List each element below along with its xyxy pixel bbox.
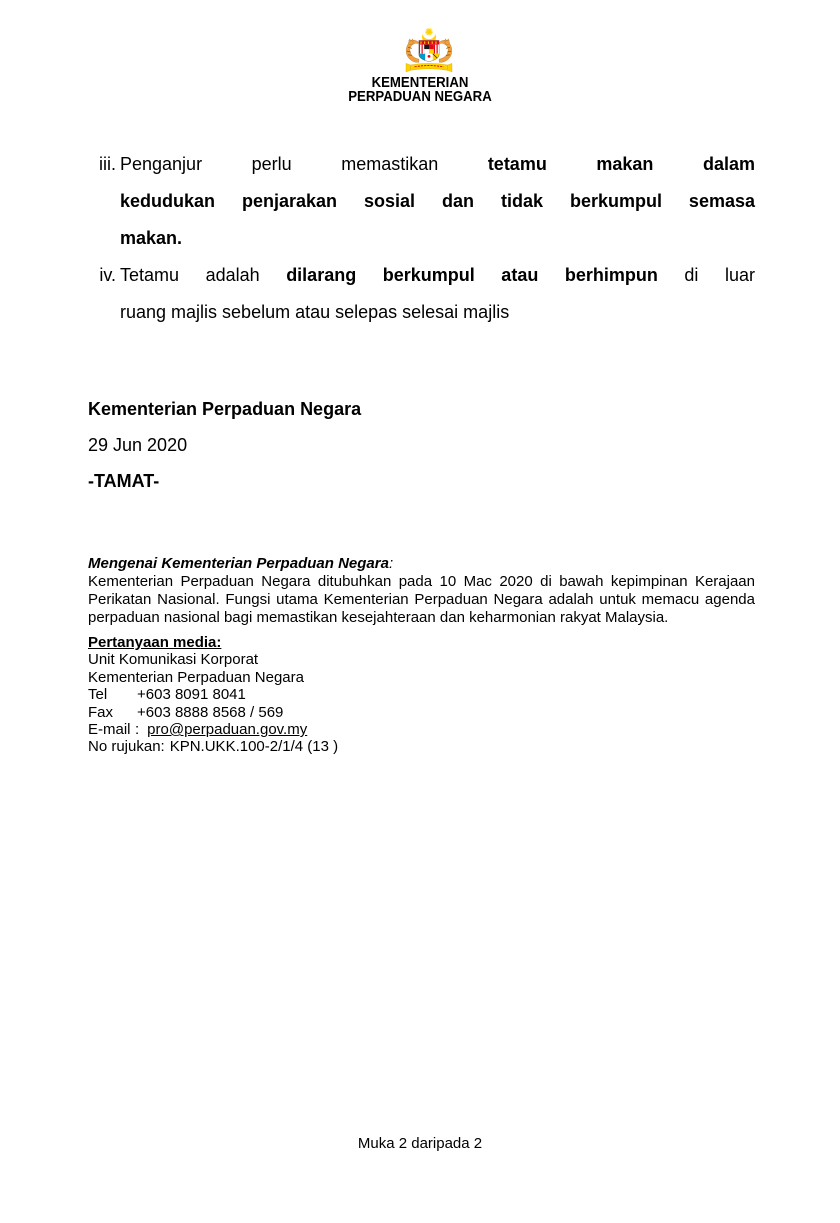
media-heading: Pertanyaan media: (88, 634, 222, 651)
about-heading (88, 555, 755, 573)
reference-row (88, 738, 755, 755)
about-heading-colon: : (388, 555, 394, 572)
fax-label: Fax (88, 703, 114, 721)
end-marker: -TAMAT- (88, 471, 160, 491)
item-text-bold: kedudukan penjarakan sosial dan tidak berkumpul semasa (120, 191, 755, 211)
ministry-name-line1: KEMENTERIAN (371, 74, 469, 91)
media-ministry: Kementerian Perpaduan Negara (88, 668, 304, 686)
letterhead (0, 0, 840, 104)
list-item-iii (88, 146, 755, 257)
email-link[interactable]: pro@perpaduan.gov.my (147, 721, 308, 739)
media-contact-section (88, 634, 755, 756)
malaysia-coat-of-arms-icon (393, 27, 465, 73)
item-text-bold: dilarang berkumpul atau berhimpun (286, 265, 658, 285)
signoff-block (88, 391, 755, 499)
guidelines-list (88, 146, 755, 331)
item-text-normal: ruang majlis sebelum atau selepas selesai majlis (120, 302, 510, 322)
signoff-date: 29 Jun 2020 (88, 435, 188, 455)
ministry-name-line2: PERPADUAN NEGARA (348, 88, 492, 105)
tel-row (88, 686, 755, 703)
fax-value: +603 8888 8568 / 569 (137, 703, 284, 721)
list-item-iv (88, 257, 755, 331)
item-text-normal: Penganjur perlu memastikan (120, 154, 488, 174)
signoff-ministry: Kementerian Perpaduan Negara (88, 399, 362, 419)
tel-value: +603 8091 8041 (137, 686, 246, 704)
tel-label: Tel (88, 686, 108, 704)
tiger-supporter (406, 39, 419, 63)
email-label: E-mail (88, 721, 131, 739)
list-marker: iii. (99, 154, 116, 174)
list-item-text (116, 257, 755, 331)
letterhead-ministry-name (50, 76, 789, 104)
tiger-supporter (439, 39, 452, 63)
item-text-bold: makan. (120, 228, 183, 248)
list-item-text (116, 146, 755, 257)
item-text-normal: di luar (657, 265, 755, 285)
email-row (88, 721, 755, 738)
page-number: Muka 2 daripada 2 (357, 1135, 483, 1152)
item-text-normal: Tetamu adalah (120, 265, 287, 285)
item-text-bold: tetamu makan dalam (487, 154, 755, 174)
fax-row (88, 704, 755, 721)
about-section (88, 555, 755, 627)
list-marker: iv. (99, 265, 116, 285)
media-unit: Unit Komunikasi Korporat (88, 651, 259, 669)
about-heading-text: Mengenai Kementerian Perpaduan Negara (88, 555, 389, 572)
reference-value: KPN.UKK.100-2/1/4 (13 ) (169, 738, 339, 756)
about-paragraph: Kementerian Perpaduan Negara ditubuhkan pada 10 Mac 2020 di bawah kepimpinan Kerajaan Perikatan Nasional. Fungsi utama Kementerian Perpaduan Negara adalah untuk memacu agenda perpaduan nasional bagi memastikan kesejahteraan dan keharmonian rakyat Malaysia. (88, 573, 755, 626)
reference-label: No rujukan: (88, 738, 165, 756)
email-colon: : (135, 721, 140, 739)
motto-banner (406, 63, 452, 72)
